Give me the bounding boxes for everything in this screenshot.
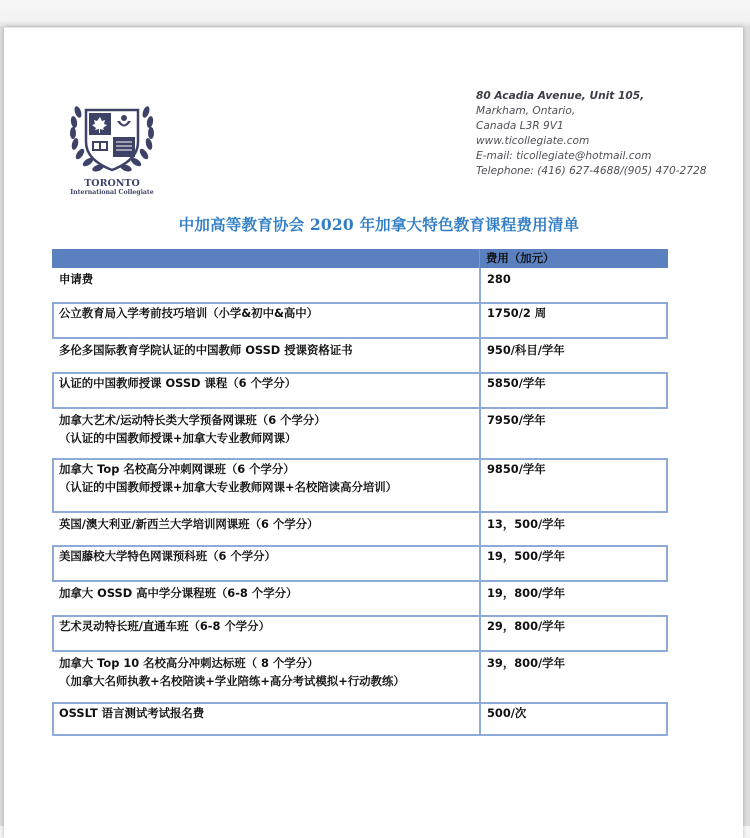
header-item-cell [52,249,479,268]
table-row [52,511,668,545]
fee-cell: 950/科目/学年 [479,339,668,372]
table-row [52,615,668,650]
item-text: 加拿大 Top 10 名校高分冲刺达标班（ 8 个学分） [59,656,319,670]
item-text: 美国藤校大学特色网课预科班（6 个学分） [59,549,276,563]
item-cell [52,409,479,458]
address-country: Canada L3R 9V1 [476,120,564,132]
fee-cell: 39，800/学年 [479,652,668,702]
fee-cell: 7950/学年 [479,409,668,458]
table-header-row [52,249,668,268]
item-cell [54,460,481,511]
item-subtext: （加拿大名师执教+名校陪读+学业陪练+高分考试模拟+行动教练） [59,674,405,688]
table-row [52,407,668,458]
item-cell [54,304,481,337]
item-cell [54,374,481,407]
item-text: 加拿大 Top 名校高分冲刺网课班（6 个学分） [59,462,295,476]
fee-cell: 19，500/学年 [479,547,668,580]
fee-cell: 9850/学年 [479,460,668,511]
fee-cell: 19，800/学年 [479,582,668,615]
fee-cell: 1750/2 周 [479,304,668,337]
crest-icon [64,90,160,178]
item-subtext: （认证的中国教师授课+加拿大专业教师网课） [59,431,297,445]
item-text: 申请费 [59,272,94,286]
table-row [52,650,668,702]
item-cell [54,704,481,734]
fee-cell: 29，800/学年 [479,617,668,650]
table-row [52,372,668,407]
item-text: 加拿大艺术/运动特长类大学预备网课班（6 个学分） [59,413,326,427]
item-text: 公立教育局入学考前技巧培训（小学&初中&高中） [59,306,319,320]
table-row [52,302,668,337]
item-cell [52,513,479,545]
item-text: 加拿大 OSSD 高中学分课程班（6-8 个学分） [59,586,298,600]
item-subtext: （认证的中国教师授课+加拿大专业教师网课+名校陪读高分培训） [59,480,398,494]
logo-subtitle: International Collegiate [70,189,154,196]
website-link[interactable]: www.ticollegiate.com [476,135,590,147]
fee-cell: 500/次 [479,704,668,734]
item-cell [54,617,481,650]
item-text: 认证的中国教师授课 OSSD 课程（6 个学分） [59,376,297,390]
address-street: 80 Acadia Avenue, Unit 105, [476,90,645,102]
table-row [52,458,668,511]
item-cell [52,268,479,302]
item-cell [52,582,479,615]
table-row [52,337,668,372]
table-row [52,702,668,736]
fee-cell: 13，500/学年 [479,513,668,545]
table-row [52,268,668,302]
school-address [476,89,707,179]
header-fee-cell: 费用（加元） [479,249,668,268]
table-row [52,580,668,615]
item-text: 艺术灵动特长班/直通车班（6-8 个学分） [59,619,270,633]
logo-name: TORONTO [84,178,140,189]
item-text: 英国/澳大利亚/新西兰大学培训网课班（6 个学分） [59,517,319,531]
item-text: OSSLT 语言测试考试报名费 [59,706,205,720]
item-text: 多伦多国际教育学院认证的中国教师 OSSD 授课资格证书 [59,343,353,357]
document-title: 中加高等教育协会 2020 年加拿大特色教育课程费用清单 [178,215,580,234]
item-cell [52,339,479,372]
fee-cell: 5850/学年 [479,374,668,407]
item-cell [52,652,479,702]
school-logo [62,90,162,200]
fee-cell: 280 [479,268,668,302]
fee-table [52,249,668,736]
item-cell [54,547,481,580]
table-row [52,545,668,580]
email-link[interactable]: E-mail: ticollegiate@hotmail.com [476,150,652,162]
telephone: Telephone: (416) 627-4688/(905) 470-2728 [476,165,707,177]
address-city: Markham, Ontario, [476,105,576,117]
